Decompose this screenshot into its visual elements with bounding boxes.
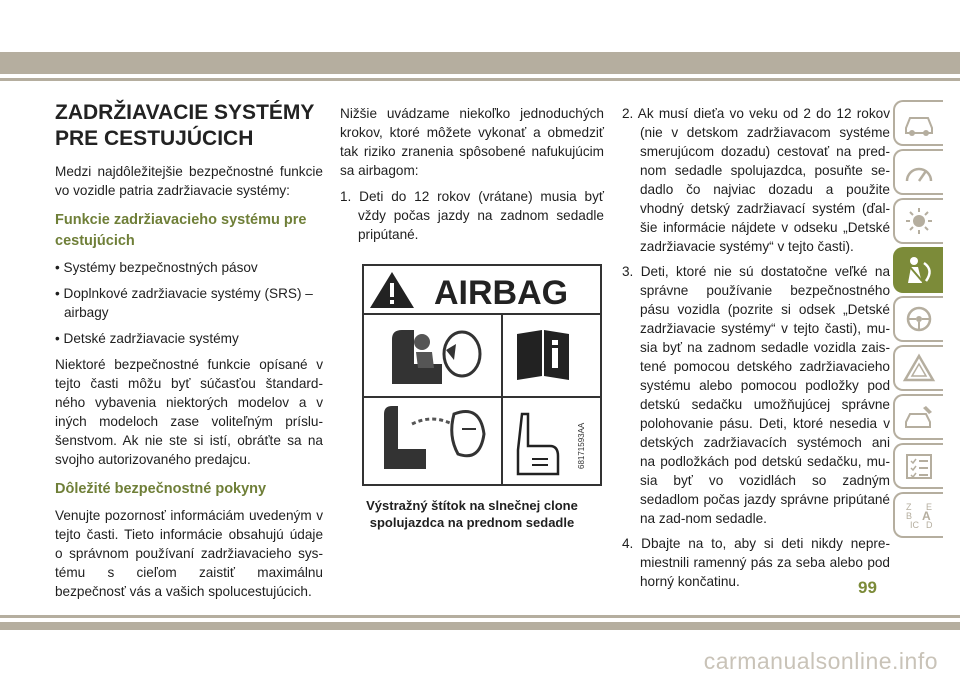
caption-line1: Výstražný štítok na slnečnej clone xyxy=(366,498,578,513)
column-left xyxy=(55,100,323,608)
numbered-item: 2. Ak musí dieťa vo veku od 2 do 12 rokov (nie v detskom zadržiavacom systéme smerujúcom dozadu) cestovať na pred-nom sedadle spolujazdca, posuňte se-dadlo čo najviac dozadu a použite vhodný detský zadržiavací systém (ďal-šie informácie nájdete v odseku „Detské zadržiavacie systémy“ v tejto časti). xyxy=(622,106,890,254)
section-title xyxy=(55,100,323,152)
label-airbag-text: AIRBAG xyxy=(434,274,569,312)
svg-text:Z: Z xyxy=(906,502,912,512)
chapter-tabs xyxy=(893,100,945,541)
watermark-text: carmanualsonline.info xyxy=(703,648,938,674)
tab-emergency[interactable] xyxy=(893,345,943,391)
body-paragraph: Venujte pozornosť informáciám uvedeným v tejto časti. Tieto informácie obsahujú údaje o správnom používaní zadržiavacieho sys-tému s cieľom zaistiť maximálnu bezpečnosť vás a vašich spolucestujúcich. xyxy=(55,508,323,599)
airbag-warning-label xyxy=(362,264,602,486)
steering-icon xyxy=(902,304,936,334)
checklist-icon xyxy=(902,451,936,481)
warning-triangle-icon xyxy=(902,353,936,383)
caption-line2: spolujazdca na prednom sedadle xyxy=(369,515,575,530)
bullet-item: • Systémy bezpečnostných pásov xyxy=(55,260,258,275)
svg-text:D: D xyxy=(926,520,933,530)
column-right xyxy=(622,104,890,597)
label-part-number: 68171593AA xyxy=(577,422,586,469)
body-paragraph: Nižšie uvádzame niekoľko jednoduchých krokov, ktoré môžete vykonať a obmedziť tak riziko zranenia spôsobené nafukujúcim sa airbagom: xyxy=(340,106,604,178)
header-rule xyxy=(0,78,960,81)
bullet-item: • Detské zadržiavacie systémy xyxy=(55,331,239,346)
footer-band xyxy=(0,622,960,630)
page-number: 99 xyxy=(858,578,877,597)
footer-rule xyxy=(0,615,960,618)
intro-paragraph: Medzi najdôležitejšie bezpečnostné funkcie vo vozidle patria zadržiavacie systémy: xyxy=(55,164,323,198)
seatbelt-icon xyxy=(902,255,936,285)
subheading-functions xyxy=(55,210,323,252)
index-letters-icon xyxy=(902,500,936,530)
tab-safety[interactable] xyxy=(893,247,943,293)
numbered-item: 4. Dbajte na to, aby si deti nikdy nepre-miestnili ramenný pás za seba alebo pod horný končatinu. xyxy=(622,536,890,589)
tab-specifications[interactable] xyxy=(893,443,943,489)
svg-text:A: A xyxy=(922,509,931,523)
figure-caption xyxy=(340,497,604,531)
numbered-item: 1. Deti do 12 rokov (vrátane) musia byť vždy počas jazdy na zadnom sedadle pripútané. xyxy=(340,189,604,242)
gauge-icon xyxy=(902,157,936,187)
svg-text:E: E xyxy=(926,502,933,512)
subheading-functions-line1: Funkcie zadržiavacieho systému pre xyxy=(55,212,307,228)
subheading-safety: Dôležité bezpečnostné pokyny xyxy=(55,481,267,497)
tab-driving[interactable] xyxy=(893,296,943,342)
header-band xyxy=(0,52,960,74)
tab-lights[interactable] xyxy=(893,198,943,244)
subheading-functions-line2: cestujúcich xyxy=(55,233,135,249)
bullet-item: • Doplnkové zadržiavacie systémy (SRS) – airbagy xyxy=(55,286,313,320)
tab-index[interactable] xyxy=(893,492,943,538)
car-info-icon xyxy=(902,108,936,138)
body-paragraph: Niektoré bezpečnostné funkcie opísané v tejto časti môžu byť súčasťou štandard-ného vybavenia niektorých modelov a v iných modeloch zase voliteľným príslu-šenstvom. Ak nie ste si istí, obráťte sa na svojho autorizovaného predajcu. xyxy=(55,357,323,467)
sun-icon xyxy=(902,206,936,236)
tab-service[interactable] xyxy=(893,394,943,440)
tab-car-info[interactable] xyxy=(893,100,943,146)
section-title-line1: ZADRŽIAVACIE SYSTÉMY xyxy=(55,101,315,124)
service-car-icon xyxy=(902,402,936,432)
tab-gauges[interactable] xyxy=(893,149,943,195)
svg-text:B: B xyxy=(906,511,913,521)
column-middle xyxy=(340,104,604,250)
svg-text:IC: IC xyxy=(910,520,919,530)
numbered-item: 3. Deti, ktoré nie sú dostatočne veľké na správne používanie bezpečnostného pásu vozidla (pozrite si odsek „Detské zadržiavacie systémy“ v tejto časti), mu-sia byť na zadnom sedadle vozidla zais-tené pomocou detského zadržiavacieho systému alebo pomocou podložky pod detskú sedačku umožňujúcej správne polohovanie pásu. Deti, ktoré nesedia v detských zadržiavacích systémoch ani na podložkách pod detskú sedačku, mu-sia byť vo vozidlách so zadným sedadlom počas jazdy správne pripútané na zad-nom sedadle. xyxy=(622,264,890,526)
section-title-line2: PRE CESTUJÚCICH xyxy=(55,127,254,150)
